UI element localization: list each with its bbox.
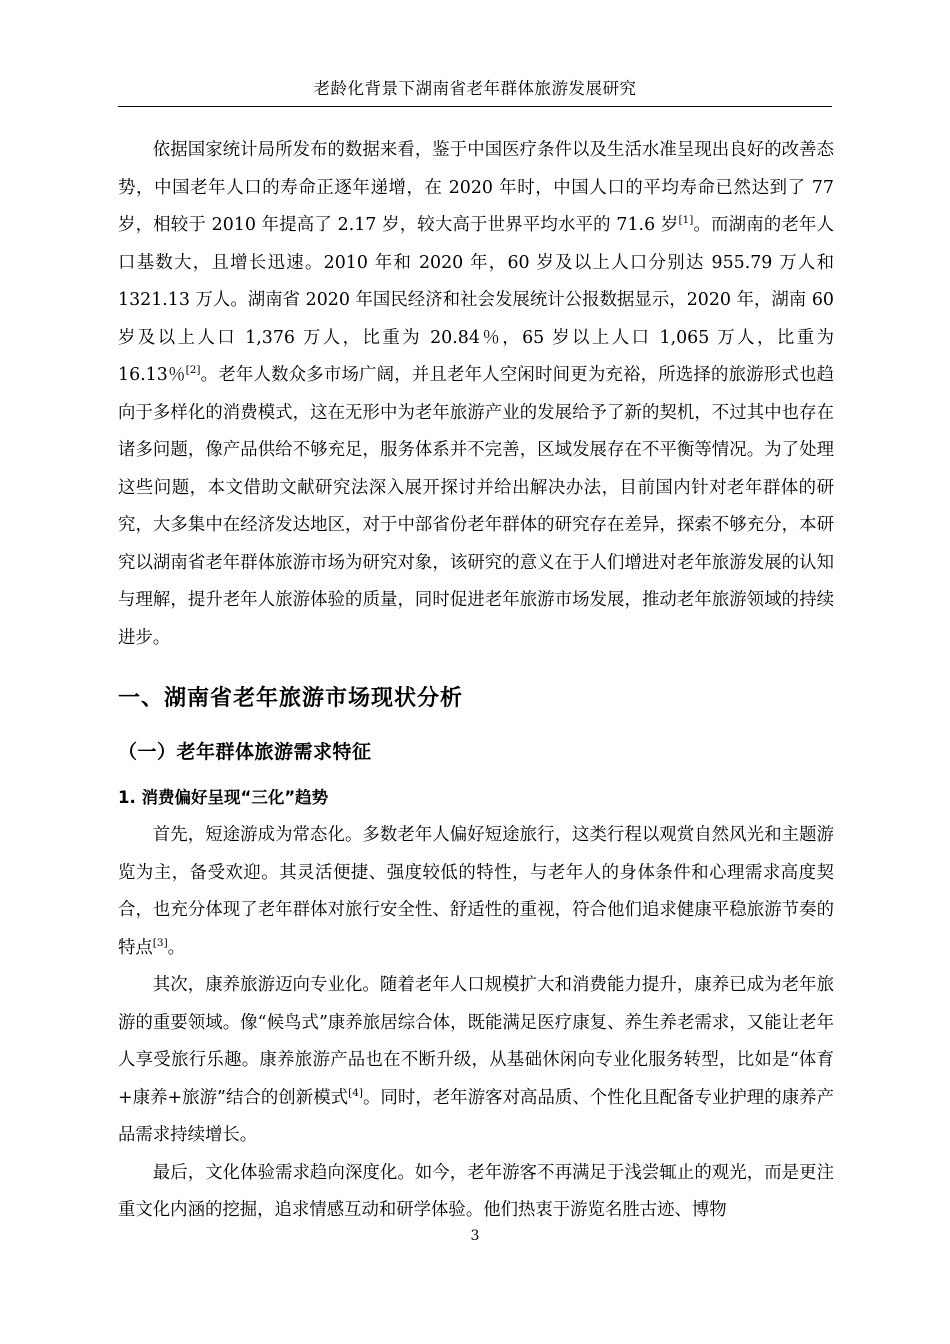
culture-experience-text: 最后，文化体验需求趋向深度化。如今，老年游客不再满足于浅尝辄止的观光，而是更注重文化内涵的挖掘，追求情感互动和研学体验。他们热衷于游览名胜古迹、博物	[118, 1162, 834, 1220]
short-trip-tail: 。	[167, 937, 186, 958]
short-trip-text: 首先，短途游成为常态化。多数老年人偏好短途旅行，这类行程以观赏自然风光和主题游览为主，备受欢迎。其灵活便捷、强度较低的特性，与老年人的身体条件和心理需求高度契合，也充分体现了老年群体对旅行安全性、舒适性的重视，符合他们追求健康平稳旅游节奏的特点	[118, 825, 834, 958]
intro-text-2: 。而湖南的老年人口基数大，且增长迅速。2010 年和 2020 年，60 岁及以上人口分别达 955.79 万人和 1321.13 万人。湖南省 2020 年国民经济和社会发展统计公报数据显示，2020 年，湖南 60 岁及以上人口 1,376 万人，比重为 20.84％，65 岁以上人口 1,065 万人，比重为 16.13％	[118, 215, 834, 385]
health-tourism-paragraph	[118, 967, 834, 1155]
heading-minor: 1. 消费偏好呈现“三化”趋势	[118, 788, 329, 807]
culture-experience-paragraph	[118, 1155, 834, 1230]
intro-paragraph	[118, 132, 834, 657]
heading-sub: （一）老年群体旅游需求特征	[118, 741, 372, 763]
short-trip-paragraph	[118, 817, 834, 967]
header-title: 老龄化背景下湖南省老年群体旅游发展研究	[313, 79, 637, 98]
footnote-ref-4: [4]	[348, 1086, 363, 1099]
intro-text-3: 。老年人数众多市场广阔，并且老年人空闲时间更为充裕，所选择的旅游形式也趋向于多样化的消费模式，这在无形中为老年旅游产业的发展给予了新的契机，不过其中也存在诸多问题，像产品供给不够充足，服务体系并不完善，区域发展存在不平衡等情况。为了处理这些问题，本文借助文献研究法深入展开探讨并给出解决办法，目前国内针对老年群体的研究，大多集中在经济发达地区，对于中部省份老年群体的研究存在差异，探索不够充分，本研究以湖南省老年群体旅游市场为研究对象，该研究的意义在于人们增进对老年旅游发展的认知与理解，提升老年人旅游体验的质量，同时促进老年旅游市场发展，推动老年旅游领域的持续进步。	[118, 365, 834, 648]
page-header	[118, 78, 832, 107]
page-content	[118, 132, 834, 1230]
health-tourism-tail: 。同时，老年游客对高品质、个性化且配备专业护理的康养产品需求持续增长。	[118, 1087, 834, 1145]
footnote-ref-2: [2]	[185, 364, 201, 377]
footnote-ref-3: [3]	[152, 936, 168, 949]
health-tourism-text: 其次，康养旅游迈向专业化。随着老年人口规模扩大和消费能力提升，康养已成为老年旅游的重要领域。像“候鸟式”康养旅居综合体，既能满足医疗康复、养生养老需求，又能让老年人享受旅行乐趣。康养旅游产品也在不断升级，从基础休闲向专业化服务转型，比如是“体育+康养+旅游”结合的创新模式	[118, 975, 834, 1108]
heading-major: 一、湖南省老年旅游市场现状分析	[118, 686, 464, 711]
page-number: 3	[470, 1228, 480, 1244]
intro-text-1: 依据国家统计局所发布的数据来看，鉴于中国医疗条件以及生活水准呈现出良好的改善态势，中国老年人口的寿命正逐年递增，在 2020 年时，中国人口的平均寿命已然达到了 77 岁，相较于 2010 年提高了 2.17 岁，较大高于世界平均水平的 71.6 岁	[118, 140, 834, 235]
footnote-ref-1: [1]	[678, 214, 694, 227]
